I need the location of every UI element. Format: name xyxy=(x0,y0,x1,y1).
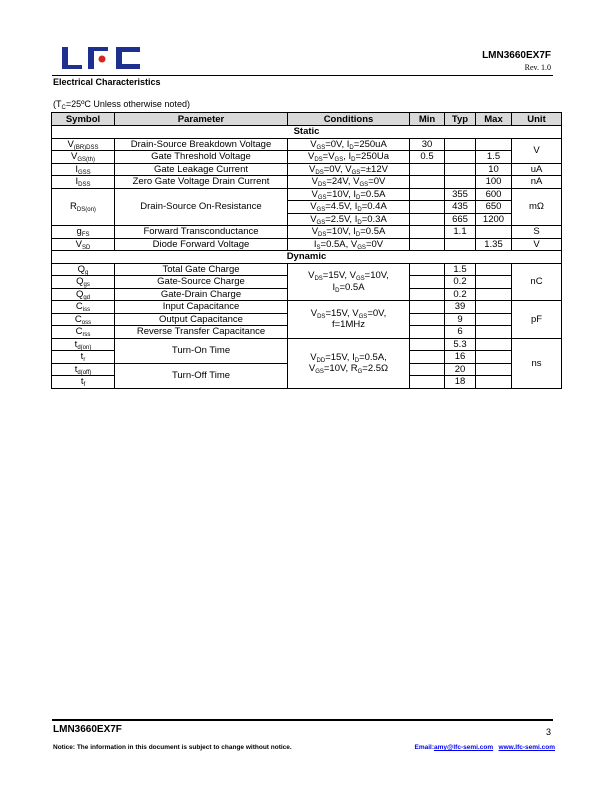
parameter-cell: Drain-Source Breakdown Voltage xyxy=(115,138,288,151)
cond-var: V xyxy=(308,270,315,282)
cond-text: =0.5A xyxy=(360,188,386,200)
symbol-main: I xyxy=(75,176,79,188)
unit-cell: S xyxy=(512,226,562,239)
cond-text: =0V, xyxy=(323,163,346,175)
conditions-cell xyxy=(288,163,410,176)
typ-cell: 6 xyxy=(445,326,476,339)
cond-var: I xyxy=(348,151,352,163)
max-cell: 1.35 xyxy=(476,238,512,251)
max-cell xyxy=(476,363,512,376)
typ-cell: 355 xyxy=(445,188,476,201)
max-cell: 600 xyxy=(476,188,512,201)
parameter-cell: Zero Gate Voltage Drain Current xyxy=(115,176,288,189)
symbol-cell xyxy=(52,288,115,301)
max-cell xyxy=(476,313,512,326)
min-cell xyxy=(410,288,445,301)
symbol-main: g xyxy=(76,226,82,238)
cond-text: =15V, xyxy=(325,307,353,319)
symbol-main: t xyxy=(80,376,84,388)
footer-contact xyxy=(415,744,556,751)
cond-var: V xyxy=(310,213,317,225)
cond-var: V xyxy=(350,238,358,250)
cond-var: V xyxy=(310,351,317,363)
symbol-subscript: iss xyxy=(82,307,91,313)
cond-var: I xyxy=(313,238,317,250)
parameter-cell: Reverse Transfer Capacitance xyxy=(115,326,288,339)
symbol-cell xyxy=(52,151,115,164)
cond-subscript: D xyxy=(356,194,361,201)
min-cell xyxy=(410,276,445,289)
typ-cell xyxy=(445,163,476,176)
table-row xyxy=(52,188,562,201)
table-row xyxy=(52,163,562,176)
cond-text: =15V, xyxy=(325,351,353,363)
symbol-subscript: SD xyxy=(82,244,91,251)
min-cell xyxy=(410,226,445,239)
conditions-cell xyxy=(288,188,410,201)
parameter-cell: Gate-Source Charge xyxy=(115,276,288,289)
symbol-cell xyxy=(52,238,115,251)
cond-var: V xyxy=(311,176,318,188)
symbol-subscript: GS(th) xyxy=(77,157,95,163)
min-cell xyxy=(410,176,445,189)
conditions-cell xyxy=(288,238,410,251)
email-link[interactable]: amy@lfc-semi.com xyxy=(434,744,494,751)
cond-subscript: D xyxy=(357,207,362,213)
min-cell xyxy=(410,363,445,376)
typ-cell: 5.3 xyxy=(445,338,476,351)
table-row xyxy=(52,238,562,251)
cond-text: =15V, xyxy=(322,270,350,282)
symbol-main: t xyxy=(80,351,84,363)
email-label: Email: xyxy=(414,744,435,751)
cond-var: V xyxy=(349,270,356,282)
typ-cell xyxy=(445,138,476,151)
cond-subscript: DS xyxy=(317,182,327,188)
symbol-subscript: d(on) xyxy=(77,344,92,351)
cond-var: V xyxy=(309,163,316,175)
cond-var: V xyxy=(310,138,317,150)
min-cell: 30 xyxy=(410,138,445,151)
cond-text: =4.5V, xyxy=(325,201,355,213)
symbol-main: t xyxy=(74,363,78,375)
cond-text: =0.5A, xyxy=(359,351,387,363)
parameter-cell: Forward Transconductance xyxy=(115,226,288,239)
cond-subscript: GS xyxy=(315,369,324,375)
parameter-cell: Total Gate Charge xyxy=(115,263,288,276)
cond-subscript: DS xyxy=(314,157,323,163)
parameter-cell: Turn-On Time xyxy=(115,338,288,363)
unit-cell: V xyxy=(512,138,562,163)
typ-cell: 0.2 xyxy=(445,288,476,301)
cond-text: =0.5A xyxy=(339,281,365,293)
cond-subscript: GS xyxy=(356,276,365,283)
symbol-main: R xyxy=(70,201,77,213)
symbol-subscript: oss xyxy=(81,319,92,326)
footer-notice: Notice: The information in this document is subject to change without notice. xyxy=(53,744,292,751)
table-header-row xyxy=(52,113,562,126)
section-row-dynamic xyxy=(52,251,562,264)
symbol-cell xyxy=(52,301,115,314)
min-cell xyxy=(410,313,445,326)
cond-var: V xyxy=(308,363,316,374)
min-cell xyxy=(410,188,445,201)
symbol-main: I xyxy=(75,163,78,175)
header-part-number: LMN3660EX7F xyxy=(482,50,551,61)
cond-var: V xyxy=(311,226,319,238)
max-cell xyxy=(476,226,512,239)
min-cell xyxy=(410,238,445,251)
parameter-cell: Drain-Source On-Resistance xyxy=(115,188,288,226)
cond-subscript: GS xyxy=(351,169,361,176)
typ-cell xyxy=(445,238,476,251)
symbol-main: V xyxy=(70,151,78,163)
cond-text: =0V, xyxy=(325,138,347,150)
cond-text: =10V, xyxy=(364,270,389,282)
conditions-cell xyxy=(288,226,410,239)
cond-var: V xyxy=(345,163,352,175)
symbol-subscript: rss xyxy=(82,332,91,338)
cond-text: =0V xyxy=(368,176,386,188)
cond-subscript: DS xyxy=(318,232,327,238)
max-cell xyxy=(476,376,512,389)
cond-var: I xyxy=(354,201,358,213)
section-title: Electrical Characteristics xyxy=(53,77,161,87)
parameter-cell: Gate-Drain Charge xyxy=(115,288,288,301)
min-cell xyxy=(410,201,445,214)
symbol-cell xyxy=(52,163,115,176)
symbol-main: t xyxy=(74,338,78,350)
unit-cell: mΩ xyxy=(512,188,562,226)
cond-var: V xyxy=(311,188,318,200)
cond-subscript: D xyxy=(351,157,356,163)
cond-subscript: DS xyxy=(315,169,324,176)
footer-divider xyxy=(52,719,553,721)
min-cell xyxy=(410,213,445,226)
max-cell: 100 xyxy=(476,176,512,189)
typ-cell: 1.1 xyxy=(445,226,476,239)
unit-cell: uA xyxy=(512,163,562,176)
cond-text: =10V, xyxy=(326,188,354,200)
cond-subscript: D xyxy=(335,287,340,294)
cond-text: =0.5A xyxy=(360,226,386,238)
lfc-logo xyxy=(60,45,142,71)
unit-cell: nA xyxy=(512,176,562,189)
parameter-cell: Input Capacitance xyxy=(115,301,288,314)
parameter-cell: Gate Leakage Current xyxy=(115,163,288,176)
max-cell xyxy=(476,263,512,276)
unit-cell: nC xyxy=(512,263,562,301)
typ-cell xyxy=(445,176,476,189)
electrical-characteristics-table xyxy=(51,112,562,389)
cond-var: V xyxy=(307,151,315,163)
symbol-cell xyxy=(52,326,115,339)
cond-subscript: D xyxy=(357,219,362,226)
min-cell xyxy=(410,263,445,276)
cond-var: V xyxy=(310,201,317,213)
cond-text: =2.5V, xyxy=(325,213,355,225)
max-cell xyxy=(476,138,512,151)
cond-text: =0.5A, xyxy=(320,238,351,250)
page-number: 3 xyxy=(545,727,551,737)
typ-cell: 18 xyxy=(445,376,476,389)
parameter-cell: Output Capacitance xyxy=(115,313,288,326)
symbol-cell xyxy=(52,313,115,326)
min-cell xyxy=(410,326,445,339)
symbol-main: Q xyxy=(76,276,84,288)
symbol-subscript: FS xyxy=(81,232,90,238)
parameter-cell: Gate Threshold Voltage xyxy=(115,151,288,164)
symbol-cell xyxy=(52,363,115,376)
parameter-cell: Turn-Off Time xyxy=(115,363,288,388)
cond-var: I xyxy=(346,138,350,150)
typ-cell: 1.5 xyxy=(445,263,476,276)
cond-subscript: GS xyxy=(317,194,327,201)
cond-line xyxy=(290,352,407,364)
symbol-subscript: g xyxy=(85,269,89,276)
max-cell xyxy=(476,351,512,364)
parameter-cell: Diode Forward Voltage xyxy=(115,238,288,251)
cond-text: =10V, xyxy=(326,226,354,238)
max-cell: 1.5 xyxy=(476,151,512,164)
typ-cell: 39 xyxy=(445,301,476,314)
min-cell xyxy=(410,351,445,364)
symbol-subscript: r xyxy=(83,357,86,363)
cond-var: I xyxy=(354,213,358,225)
symbol-cell xyxy=(52,338,115,351)
symbol-main: V xyxy=(75,238,82,250)
min-cell xyxy=(410,301,445,314)
min-cell: 0.5 xyxy=(410,151,445,164)
table-row xyxy=(52,263,562,276)
cond-text: =±12V xyxy=(360,163,388,175)
max-cell xyxy=(476,326,512,339)
table-row xyxy=(52,176,562,189)
min-cell xyxy=(410,338,445,351)
symbol-subscript: (BR)DSS xyxy=(73,144,99,151)
col-header-symbol: Symbol xyxy=(52,113,115,126)
cond-subscript: D xyxy=(355,232,361,238)
min-cell xyxy=(410,163,445,176)
col-header-unit: Unit xyxy=(512,113,562,126)
conditions-cell xyxy=(288,201,410,214)
max-cell xyxy=(476,276,512,289)
cond-var: R xyxy=(350,363,358,374)
typ-cell: 20 xyxy=(445,363,476,376)
symbol-main: V xyxy=(67,138,74,150)
cond-text: =0V xyxy=(365,238,384,250)
cond-text: f=1MHz xyxy=(332,319,365,331)
unit-cell: V xyxy=(512,238,562,251)
symbol-main: C xyxy=(75,301,83,313)
cond-text: =250uA xyxy=(353,138,387,150)
table-row xyxy=(52,338,562,351)
cond-line xyxy=(290,363,407,375)
col-header-min: Min xyxy=(410,113,445,126)
conditions-cell xyxy=(288,338,410,388)
max-cell xyxy=(476,301,512,314)
cond-subscript: GS xyxy=(316,207,326,213)
max-cell: 10 xyxy=(476,163,512,176)
typ-cell: 0.2 xyxy=(445,276,476,289)
typ-cell: 16 xyxy=(445,351,476,364)
max-cell xyxy=(476,288,512,301)
symbol-subscript: f xyxy=(83,382,86,388)
symbol-cell xyxy=(52,263,115,276)
typ-cell: 9 xyxy=(445,313,476,326)
conditions-cell xyxy=(288,151,410,164)
symbol-subscript: gd xyxy=(83,294,91,301)
cond-subscript: GS xyxy=(316,144,326,151)
symbol-cell xyxy=(52,138,115,151)
symbol-subscript: DSS xyxy=(78,182,91,188)
unit-cell: pF xyxy=(512,301,562,339)
unit-cell: ns xyxy=(512,338,562,388)
table-row xyxy=(52,301,562,314)
section-row-static xyxy=(52,126,562,139)
max-cell: 1200 xyxy=(476,213,512,226)
test-condition-note: ($T_C=25ºC$ Unless otherwise noted) xyxy=(53,99,190,111)
cond-subscript: S xyxy=(316,244,321,251)
typ-cell: 665 xyxy=(445,213,476,226)
max-cell xyxy=(476,338,512,351)
cond-var: I xyxy=(332,281,336,293)
symbol-main: Q xyxy=(77,263,86,275)
cond-line xyxy=(290,282,407,294)
max-cell: 650 xyxy=(476,201,512,214)
header-revision: Rev. 1.0 xyxy=(524,63,551,72)
symbol-main: C xyxy=(74,313,82,325)
cond-subscript: GS xyxy=(316,219,326,226)
typ-cell: 435 xyxy=(445,201,476,214)
cond-line xyxy=(290,270,407,282)
cond-text: =2.5Ω xyxy=(362,363,389,374)
section-label-dynamic: Dynamic xyxy=(52,251,562,264)
cond-text: =10V, xyxy=(323,363,351,374)
symbol-subscript: gs xyxy=(83,282,90,288)
conditions-cell xyxy=(288,138,410,151)
cond-text: =0.3A xyxy=(361,213,387,225)
conditions-cell xyxy=(288,301,410,339)
table-row xyxy=(52,226,562,239)
symbol-cell xyxy=(52,188,115,226)
cond-subscript: DD xyxy=(316,357,326,364)
symbol-cell xyxy=(52,351,115,364)
min-cell xyxy=(410,376,445,389)
website-link[interactable]: www.lfc-semi.com xyxy=(498,744,555,751)
footer-part-number: LMN3660EX7F xyxy=(53,724,122,735)
table-row xyxy=(52,151,562,164)
cond-subscript: G xyxy=(357,369,363,375)
col-header-conditions: Conditions xyxy=(288,113,410,126)
col-header-parameter: Parameter xyxy=(115,113,288,126)
typ-cell xyxy=(445,151,476,164)
symbol-cell xyxy=(52,376,115,389)
conditions-cell xyxy=(288,263,410,301)
header-divider xyxy=(52,75,553,76)
cond-subscript: DS xyxy=(317,313,326,320)
cond-subscript: D xyxy=(349,144,354,151)
cond-subscript: GS xyxy=(359,182,369,188)
cond-var: I xyxy=(352,351,355,363)
cond-subscript: D xyxy=(354,357,360,364)
cond-var: V xyxy=(353,176,360,188)
cond-text: , xyxy=(343,151,349,163)
symbol-main: Q xyxy=(75,288,84,300)
cond-text: =V xyxy=(322,151,335,163)
cond-var: V xyxy=(352,307,359,319)
conditions-cell xyxy=(288,176,410,189)
conditions-cell xyxy=(288,213,410,226)
cond-text: =0.4A xyxy=(361,201,387,213)
cond-subscript: GS xyxy=(358,313,368,320)
symbol-cell xyxy=(52,226,115,239)
cond-text: =0V, xyxy=(367,307,387,319)
cond-subscript: GS xyxy=(334,157,344,163)
cond-var: V xyxy=(310,307,318,319)
col-header-max: Max xyxy=(476,113,512,126)
symbol-cell xyxy=(52,276,115,289)
symbol-cell xyxy=(52,176,115,189)
cond-line xyxy=(290,319,407,331)
cond-line xyxy=(290,308,407,320)
symbol-subscript: DS(on) xyxy=(76,207,96,214)
symbol-subscript: GSS xyxy=(77,169,91,176)
cond-var: I xyxy=(353,226,356,238)
section-label-static: Static xyxy=(52,126,562,139)
col-header-typ: Typ xyxy=(445,113,476,126)
cond-subscript: DS xyxy=(314,276,323,283)
cond-text: =250Ua xyxy=(355,151,390,163)
cond-subscript: GS xyxy=(357,244,366,251)
table-row xyxy=(52,138,562,151)
cond-var: I xyxy=(353,188,357,200)
symbol-main: C xyxy=(75,326,83,338)
symbol-subscript: d(off) xyxy=(77,369,92,376)
cond-text: =24V, xyxy=(326,176,354,188)
